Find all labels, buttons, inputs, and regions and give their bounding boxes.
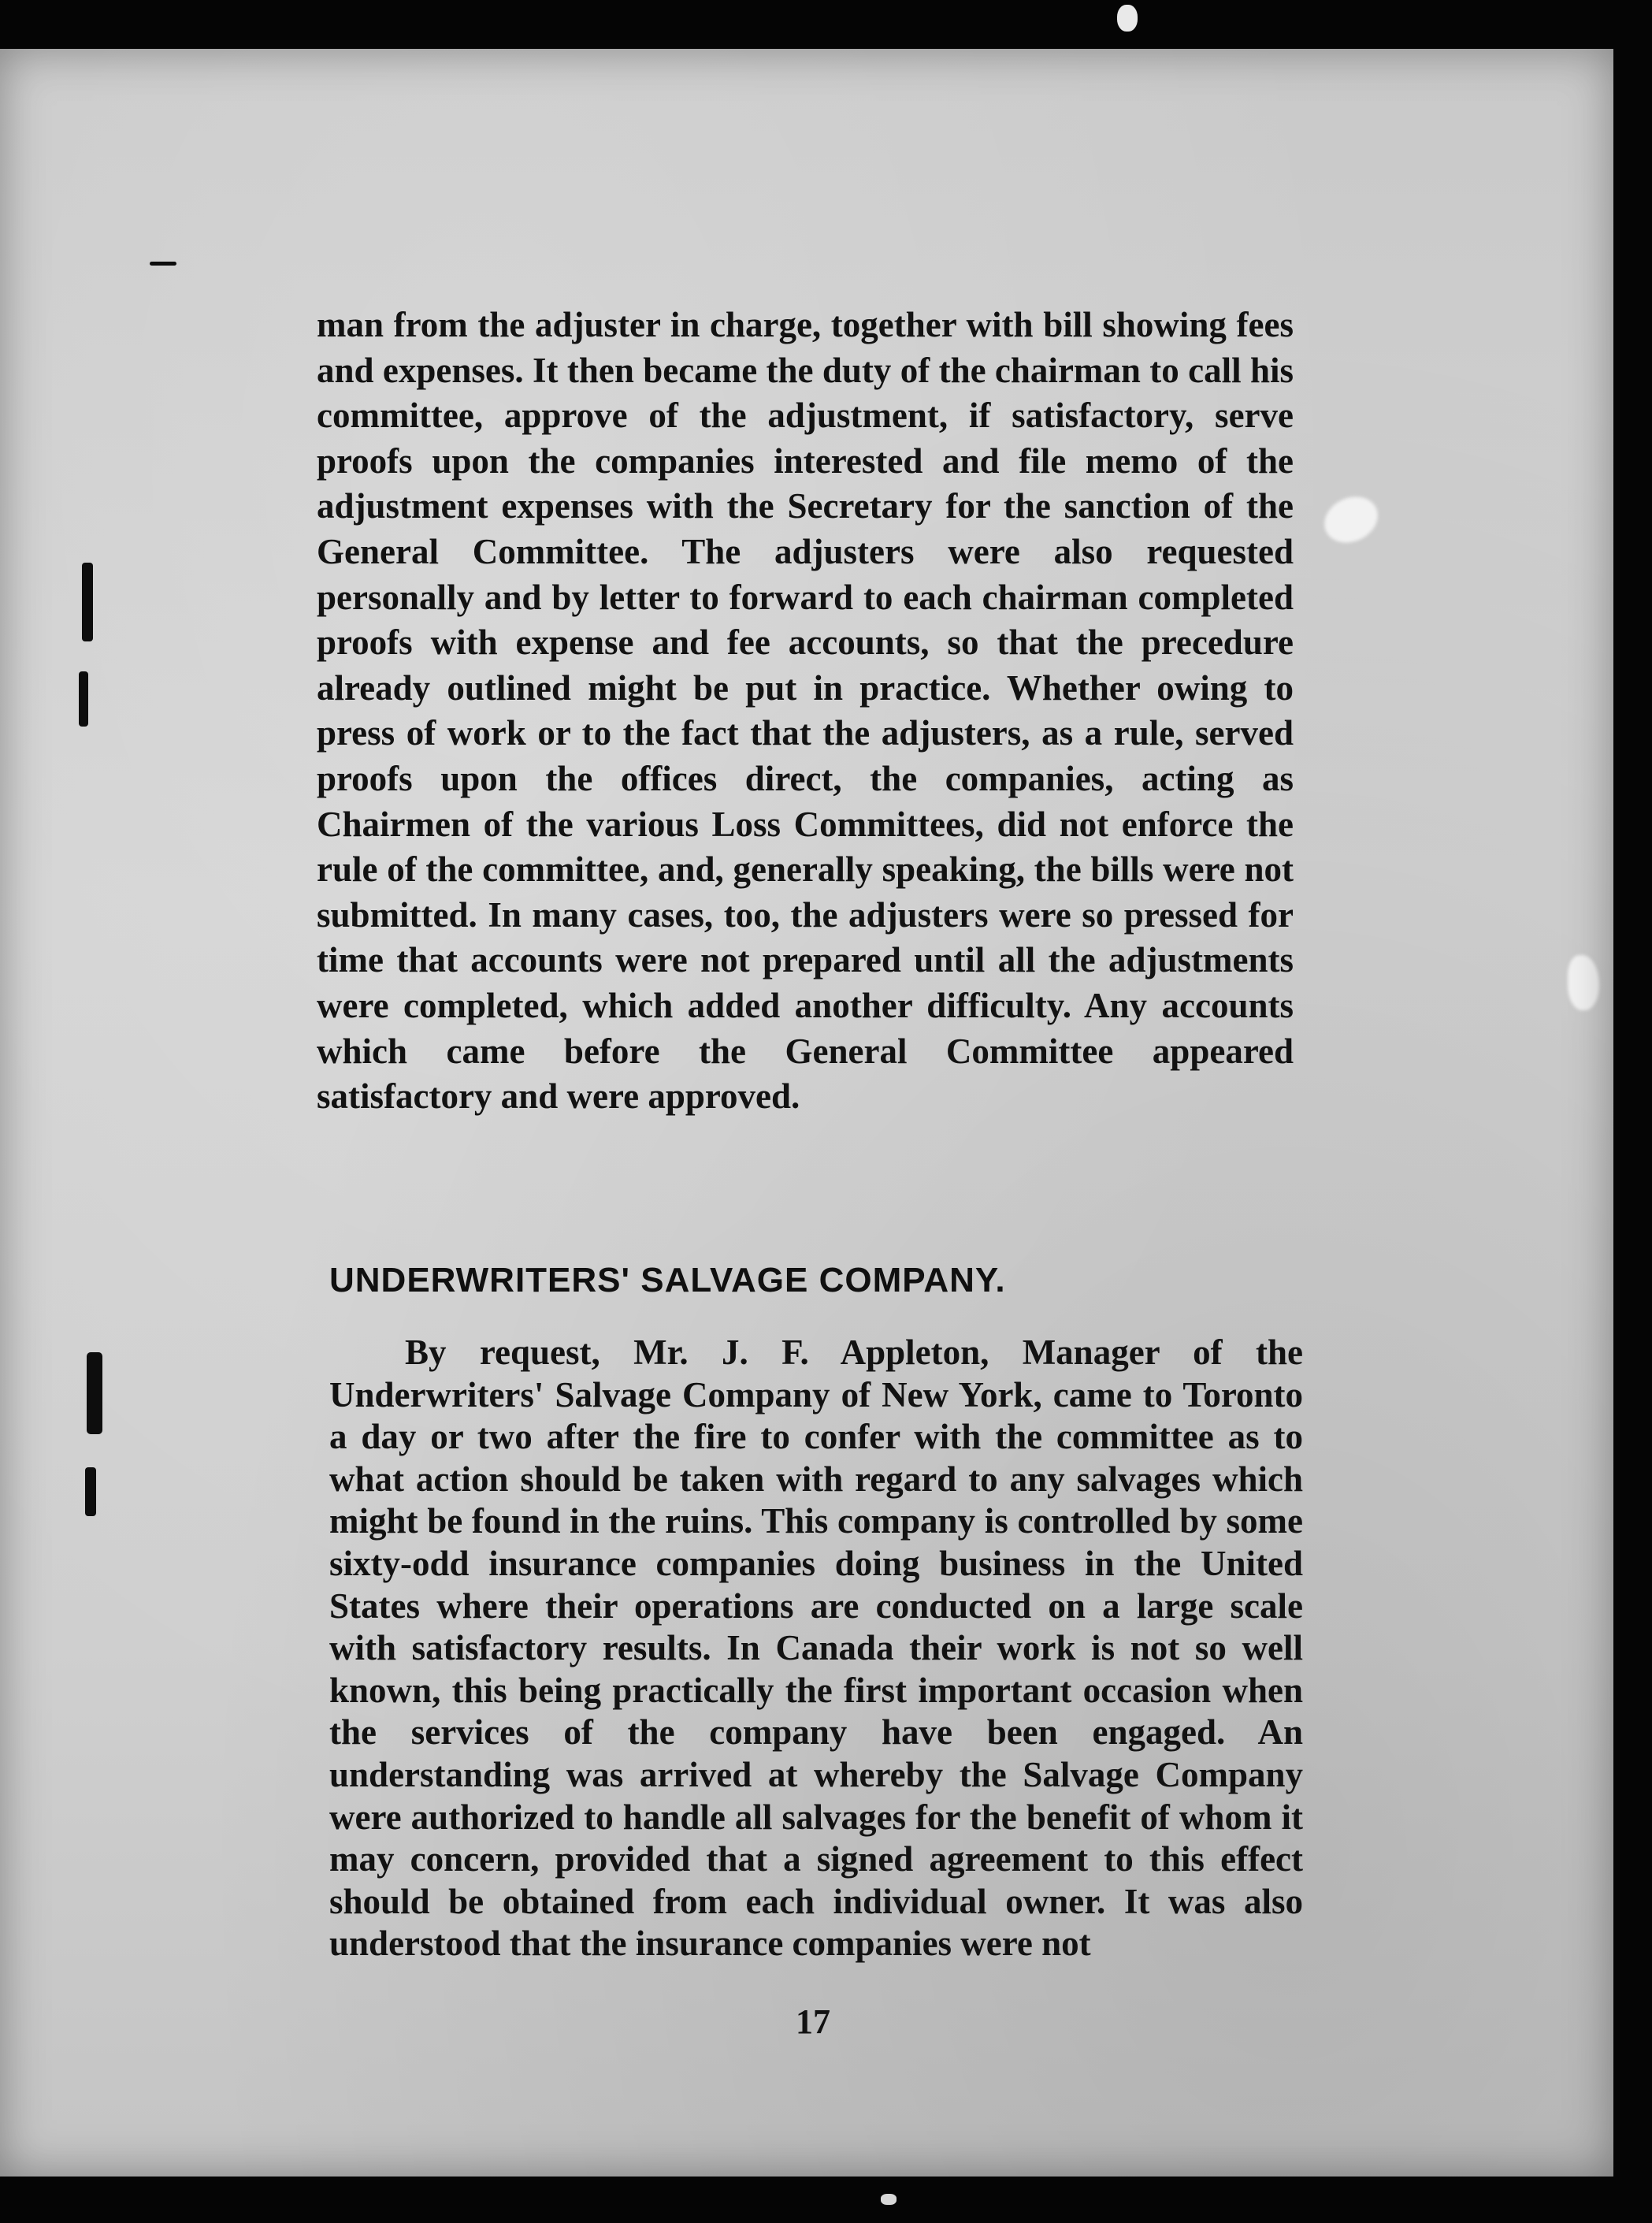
body-paragraph bbox=[329, 1332, 1303, 1965]
binding-mark bbox=[85, 1467, 96, 1516]
document-page bbox=[0, 49, 1613, 2177]
body-paragraph bbox=[317, 303, 1294, 1120]
scan-artifact-spot bbox=[1117, 5, 1138, 32]
section-heading: UNDERWRITERS' SALVAGE COMPANY. bbox=[329, 1261, 1006, 1299]
paragraph-text: man from the adjuster in charge, together with bill showing fees and expenses. It then became the duty of the chairman to call his committee, approve of the adjustment, if satisfactory, serve proofs upon the companies interested and file memo of the adjustment expenses with the Secretary for the sanction of the General Committee. The adjusters were also requested personally and by letter to forward to each chairman completed proofs with expense and fee accounts, so that the precedure already outlined might be put in practice. Whether owing to press of work or to the fact that the adjusters, as a rule, served proofs upon the offices direct, the companies, acting as Chairmen of the various Loss Committees, did not enforce the rule of the committee, and, generally speaking, the bills were not submitted. In many cases, too, the adjusters were so pressed for time that accounts were not prepared until all the adjustments were completed, which added another difficulty. Any accounts which came before the General Committee appeared satisfactory and were approved. bbox=[317, 305, 1294, 1117]
scan-artifact-mark bbox=[150, 262, 176, 266]
page-number: 17 bbox=[796, 2002, 830, 2041]
binding-mark bbox=[79, 671, 88, 727]
scan-artifact-blob bbox=[1568, 955, 1599, 1010]
scan-artifact-blob bbox=[1317, 489, 1386, 551]
binding-mark bbox=[87, 1352, 102, 1434]
paragraph-text: By request, Mr. J. F. Appleton, Manager of the Underwriters' Salvage Company of New York, came to Toronto a day or two after the fire to confer with the committee as to what action should be taken with regard to any salvages which might be found in the ruins. This company is controlled by some sixty-odd insurance companies doing business in the United States where their operations are conducted on a large scale with satisfactory results. In Canada their work is not so well known, this being practically the first important occasion when the services of the company have been engaged. An understanding was arrived at whereby the Salvage Company were authorized to handle all salvages for the benefit of whom it may concern, provided that a signed agreement to this effect should be obtained from each individual owner. It was also understood that the insurance companies were not bbox=[329, 1333, 1303, 1964]
scan-artifact-spot bbox=[881, 2194, 897, 2205]
binding-mark bbox=[82, 563, 93, 641]
